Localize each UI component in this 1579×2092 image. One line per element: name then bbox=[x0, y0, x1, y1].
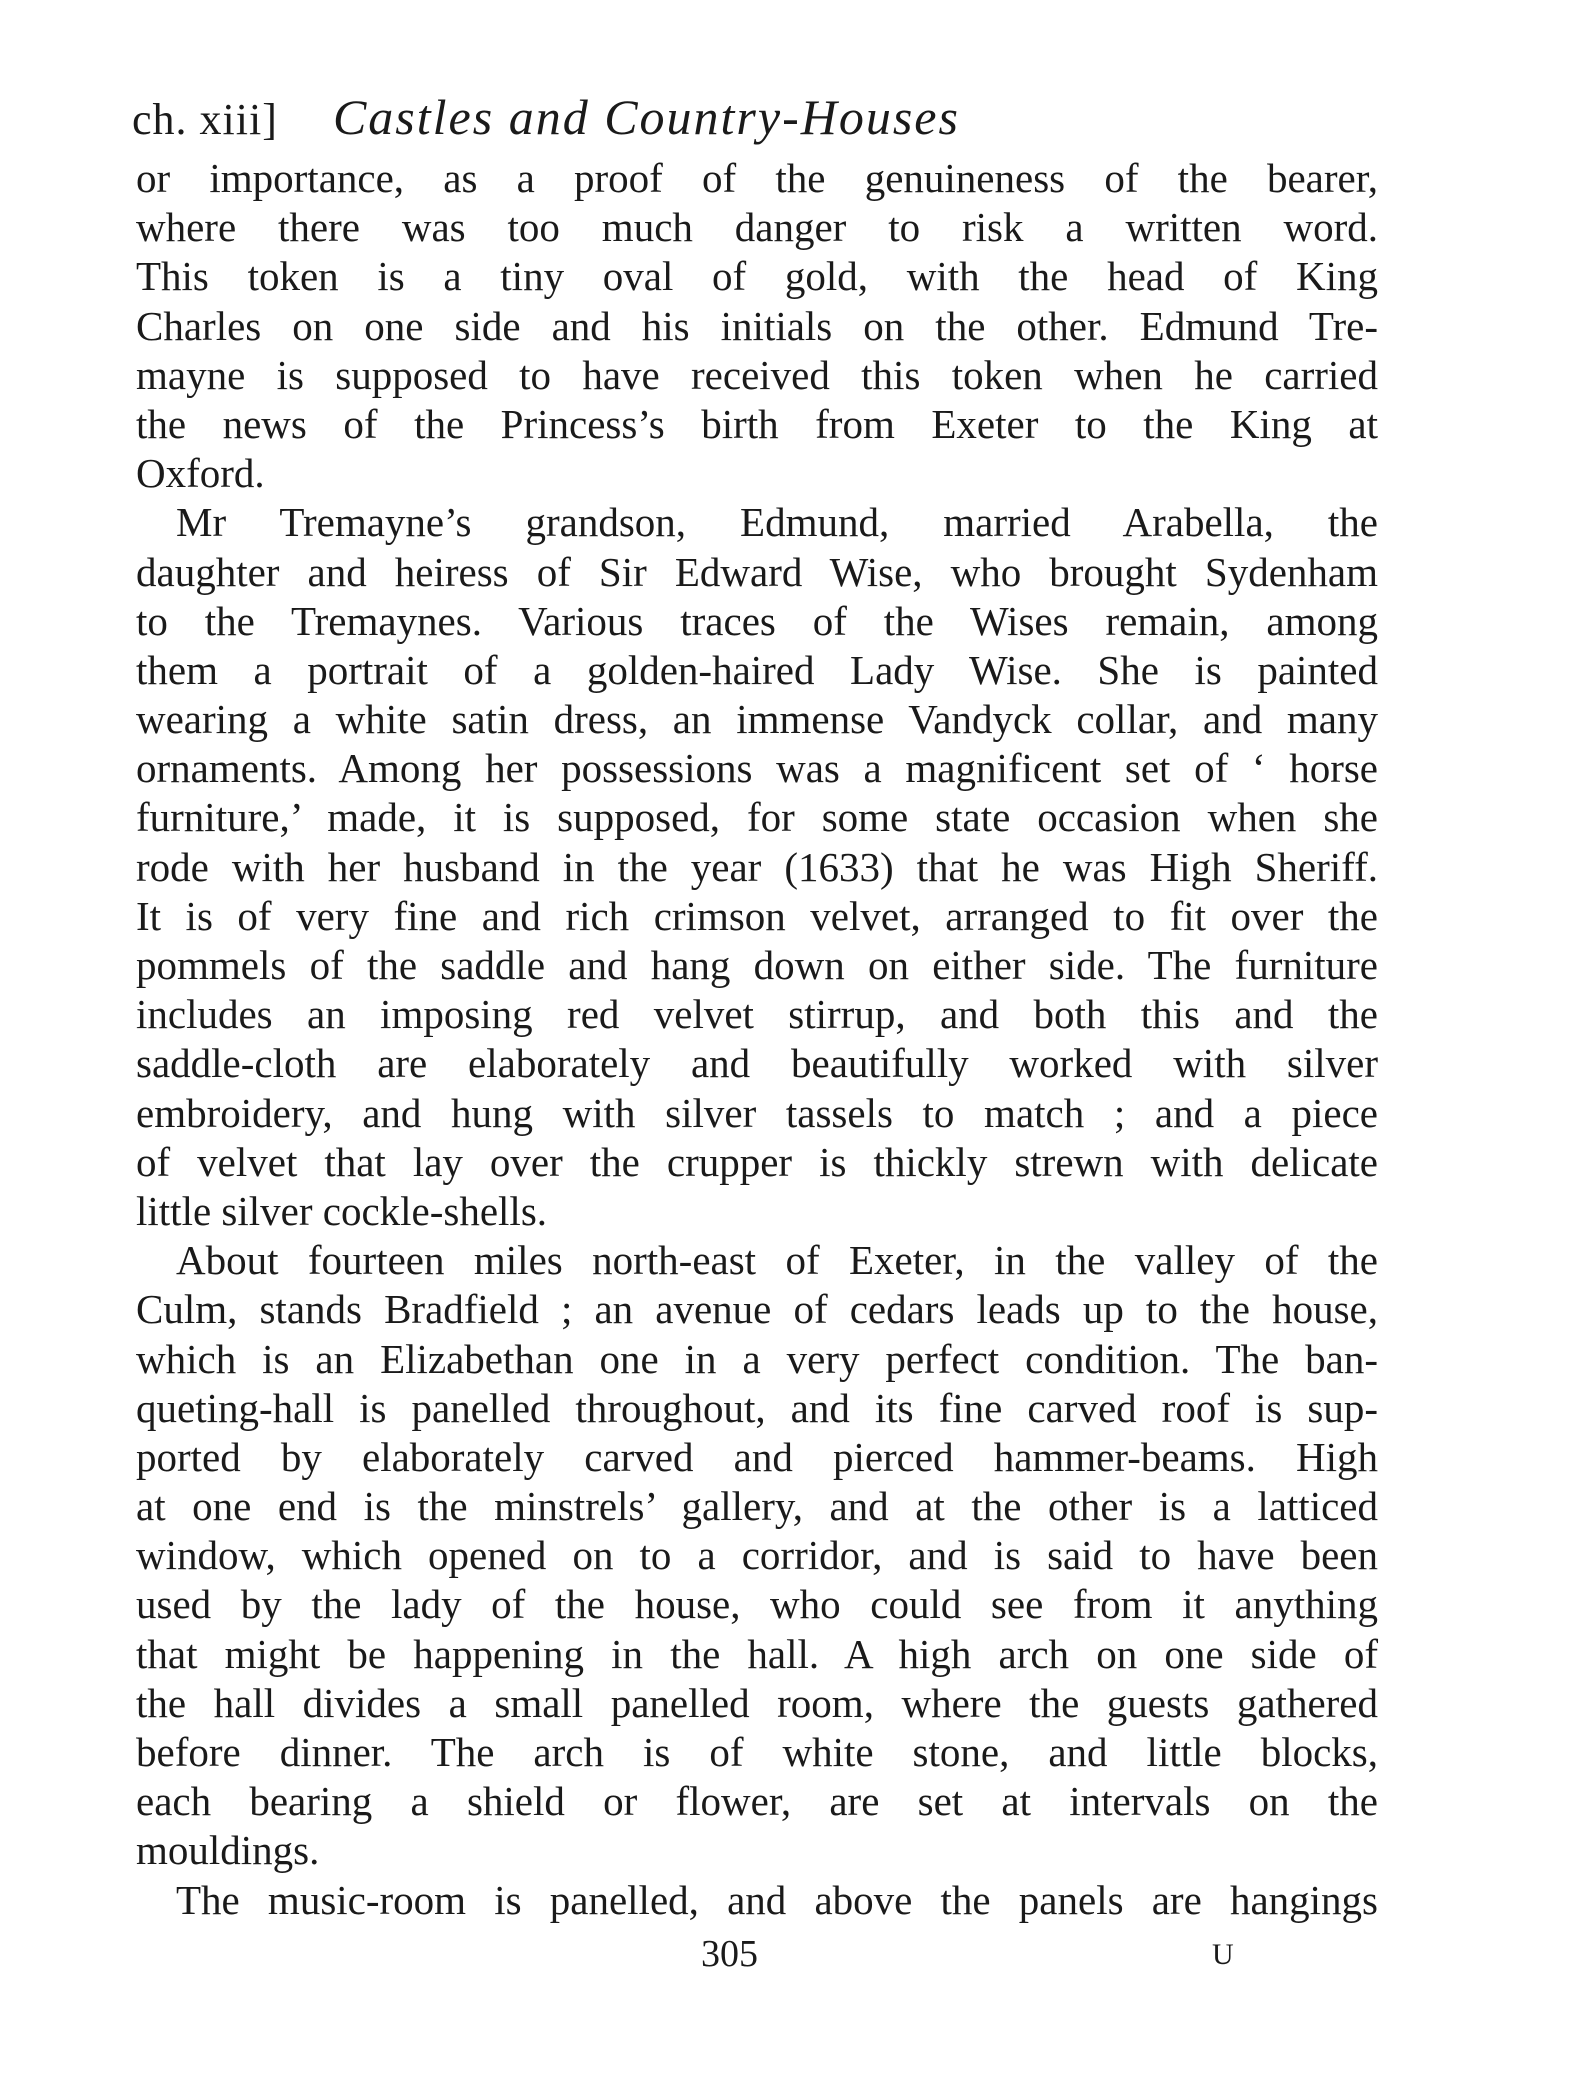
text-line: rode with her husband in the year (1633) that he was High Sheriff. bbox=[136, 843, 1378, 890]
text-line: It is of very fine and rich crimson velvet, arranged to fit over the bbox=[136, 892, 1378, 939]
text-line: of velvet that lay over the crupper is thickly strewn with delicate bbox=[136, 1138, 1378, 1185]
text-line: includes an imposing red velvet stirrup, and both this and the bbox=[136, 991, 1378, 1038]
text-line: at one end is the minstrels’ gallery, and at the other is a latticed bbox=[136, 1483, 1378, 1530]
text-line: ornaments. Among her possessions was a magnificent set of ‘ horse bbox=[136, 745, 1378, 792]
text-line: Charles on one side and his initials on the other. Edmund Tre- bbox=[136, 302, 1378, 349]
text-line: each bearing a shield or flower, are set at intervals on the bbox=[136, 1778, 1378, 1825]
text-line: that might be happening in the hall. A high arch on one side of bbox=[136, 1630, 1378, 1677]
text-line: window, which opened on to a corridor, and is said to have been bbox=[136, 1532, 1378, 1579]
page-footer bbox=[0, 1932, 1579, 1982]
text-line: Mr Tremayne’s grandson, Edmund, married Arabella, the bbox=[176, 499, 1378, 546]
text-line: Oxford. bbox=[136, 450, 265, 497]
text-line: mouldings. bbox=[136, 1827, 320, 1874]
running-title: Castles and Country-Houses bbox=[332, 89, 960, 145]
text-line: ported by elaborately carved and pierced hammer-beams. High bbox=[136, 1433, 1378, 1480]
text-line: little silver cockle-shells. bbox=[136, 1187, 548, 1234]
text-line: pommels of the saddle and hang down on either side. The furniture bbox=[136, 942, 1378, 988]
text-line: About fourteen miles north-east of Exeter, in the valley of the bbox=[176, 1237, 1378, 1284]
chapter-reference: ch. xiii] bbox=[132, 95, 278, 144]
running-header bbox=[132, 88, 1392, 158]
text-line: furniture,’ made, it is supposed, for some state occasion when she bbox=[136, 794, 1378, 841]
text-line: before dinner. The arch is of white stone, and little blocks, bbox=[136, 1729, 1378, 1775]
text-line: This token is a tiny oval of gold, with the head of King bbox=[136, 253, 1378, 300]
text-line: daughter and heiress of Sir Edward Wise, who brought Sydenham bbox=[136, 548, 1378, 595]
text-line: The music-room is panelled, and above the panels are hangings bbox=[176, 1876, 1378, 1923]
text-line: which is an Elizabethan one in a very perfect condition. The ban- bbox=[136, 1335, 1378, 1382]
text-line: embroidery, and hung with silver tassels to match ; and a piece bbox=[136, 1089, 1378, 1136]
text-line: queting-hall is panelled throughout, and its fine carved roof is sup- bbox=[136, 1384, 1378, 1431]
signature-mark: U bbox=[1212, 1938, 1234, 1971]
text-line: the news of the Princess’s birth from Exeter to the King at bbox=[136, 400, 1378, 447]
text-line: or importance, as a proof of the genuineness of the bearer, bbox=[136, 155, 1378, 201]
text-line: saddle-cloth are elaborately and beautifully worked with silver bbox=[136, 1040, 1378, 1087]
body-text bbox=[136, 154, 1378, 1925]
text-line: Culm, stands Bradfield ; an avenue of cedars leads up to the house, bbox=[136, 1286, 1378, 1333]
text-line: where there was too much danger to risk a written word. bbox=[136, 204, 1378, 251]
text-line: wearing a white satin dress, an immense Vandyck collar, and many bbox=[136, 696, 1378, 743]
text-line: to the Tremaynes. Various traces of the Wises remain, among bbox=[136, 597, 1378, 644]
text-line: the hall divides a small panelled room, where the guests gathered bbox=[136, 1679, 1378, 1726]
text-line: used by the lady of the house, who could see from it anything bbox=[136, 1581, 1378, 1628]
page-number: 305 bbox=[701, 1933, 758, 1975]
text-line: mayne is supposed to have received this token when he carried bbox=[136, 351, 1378, 398]
text-line: them a portrait of a golden-haired Lady Wise. She is painted bbox=[136, 646, 1378, 693]
